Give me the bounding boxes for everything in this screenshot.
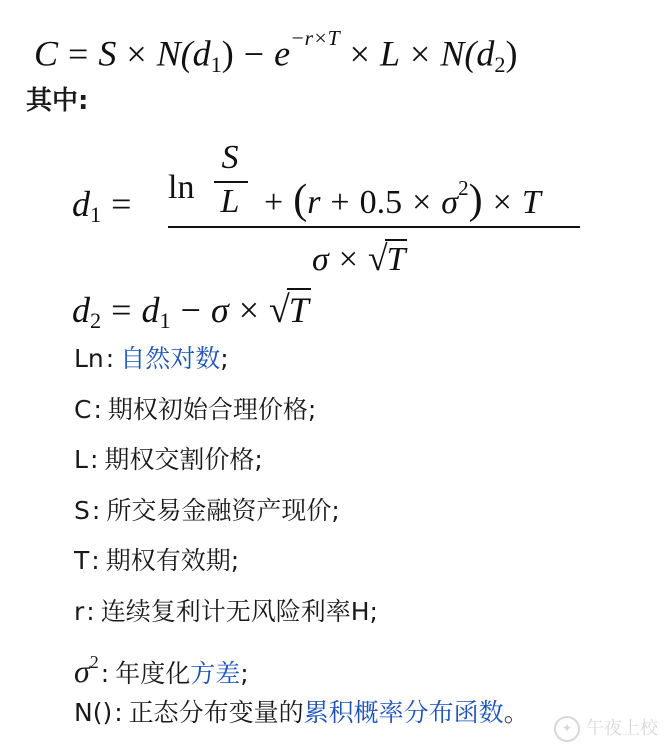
subscript-1: 1	[159, 308, 171, 334]
sigma-symbol: σ	[74, 653, 90, 689]
var-e: e	[274, 33, 291, 74]
radical-sign: √	[269, 289, 290, 331]
half: 0.5	[359, 183, 403, 221]
cdf-link[interactable]: 累积概率分布函数	[303, 697, 504, 727]
d1-fraction-bar	[168, 226, 580, 228]
variance-link[interactable]: 方差	[190, 659, 241, 688]
var-S: S	[98, 33, 117, 74]
var-T: T	[288, 290, 309, 330]
var-L: L	[220, 183, 240, 220]
watermark-text: 午夜上校	[586, 718, 658, 739]
subscript-2: 2	[494, 51, 506, 77]
definition-end: 。	[503, 697, 529, 727]
subscript-1: 1	[210, 51, 222, 77]
definition-end: ;	[220, 344, 229, 373]
exponent: −r×T	[290, 26, 340, 50]
var-T: T	[521, 183, 541, 221]
definition-colon: :	[91, 495, 101, 525]
definition-n	[74, 688, 529, 739]
var-sigma: σ	[210, 290, 229, 330]
definition-c	[74, 385, 529, 436]
definition-term: T	[74, 546, 90, 575]
watermark	[554, 714, 658, 742]
definition-prefix: 正态分布变量的	[128, 697, 304, 727]
where-label: 其中:	[26, 86, 89, 116]
definition-colon: :	[86, 596, 95, 626]
definition-colon: :	[91, 546, 100, 575]
definition-text: 所交易金融资产现价;	[106, 495, 340, 525]
plus-sign: +	[330, 183, 350, 221]
var-r: r	[307, 183, 321, 221]
equals-sign: =	[68, 33, 89, 74]
times-sign: ×	[492, 183, 512, 221]
definition-term: L	[74, 445, 88, 474]
var-T: T	[386, 241, 406, 278]
var-d: d	[72, 184, 90, 224]
minus-sign: −	[180, 290, 201, 330]
main-formula	[34, 14, 517, 89]
d1-denominator	[312, 234, 407, 284]
d1-lhs	[72, 180, 141, 239]
times-sign: ×	[126, 33, 147, 74]
times-sign: ×	[410, 33, 431, 74]
times-sign: ×	[349, 33, 370, 74]
left-paren: (	[293, 176, 308, 223]
func-N-d1: N(d	[156, 33, 211, 74]
times-sign: ×	[338, 241, 358, 278]
var-L: L	[379, 33, 400, 74]
right-paren: )	[468, 176, 483, 223]
var-C: C	[34, 33, 59, 74]
close-paren: )	[221, 33, 234, 74]
definition-end: ;	[240, 659, 249, 688]
definition-text: 期权有效期;	[105, 546, 240, 575]
func-N-d2: N(d	[440, 33, 495, 74]
d1-numerator	[168, 140, 578, 224]
minus-sign: −	[243, 33, 265, 74]
definition-text: 连续复利计无风险利率H;	[100, 596, 378, 626]
definition-term: C	[74, 394, 92, 424]
definition-colon: :	[89, 445, 99, 474]
plus-sign: +	[264, 183, 284, 221]
times-sign: ×	[238, 290, 260, 330]
ln-function: ln	[168, 169, 195, 206]
definition-term: Ln	[74, 344, 104, 373]
definitions-list	[74, 334, 529, 738]
superscript-2: 2	[89, 652, 99, 672]
definition-s	[74, 486, 529, 537]
var-d: d	[72, 290, 90, 330]
definition-term: r	[74, 596, 85, 626]
definition-l	[74, 435, 529, 486]
numerator-rest	[254, 164, 541, 227]
definition-text: 期权初始合理价格;	[107, 394, 317, 424]
definition-colon: :	[114, 697, 123, 727]
definition-term: N()	[74, 697, 113, 727]
equals-sign: =	[111, 290, 132, 330]
superscript-2: 2	[458, 176, 469, 200]
watermark-icon: ✦	[554, 716, 580, 742]
close-paren: )	[505, 33, 518, 74]
definition-t	[74, 536, 529, 587]
definition-ln	[74, 334, 529, 385]
subscript-1: 1	[90, 202, 102, 228]
definition-colon: :	[105, 344, 115, 373]
definition-colon: :	[93, 394, 102, 424]
radical-sign: √	[367, 238, 388, 278]
sqrt-T	[368, 234, 408, 284]
definition-colon: :	[100, 659, 110, 688]
sqrt-T	[269, 286, 311, 334]
definition-r	[74, 587, 529, 638]
times-sign: ×	[412, 183, 432, 221]
var-sigma: σ	[441, 183, 459, 221]
natural-log-link[interactable]: 自然对数	[120, 344, 221, 373]
equals-sign: =	[111, 184, 132, 224]
definition-prefix: 年度化	[115, 659, 191, 688]
definition-sigma-squared	[74, 637, 529, 688]
definition-term: S	[74, 495, 90, 525]
definition-text: 期权交割价格;	[104, 445, 263, 474]
var-sigma: σ	[312, 241, 329, 278]
var-S: S	[221, 139, 239, 176]
subscript-2: 2	[90, 308, 102, 334]
var-d: d	[141, 290, 160, 330]
